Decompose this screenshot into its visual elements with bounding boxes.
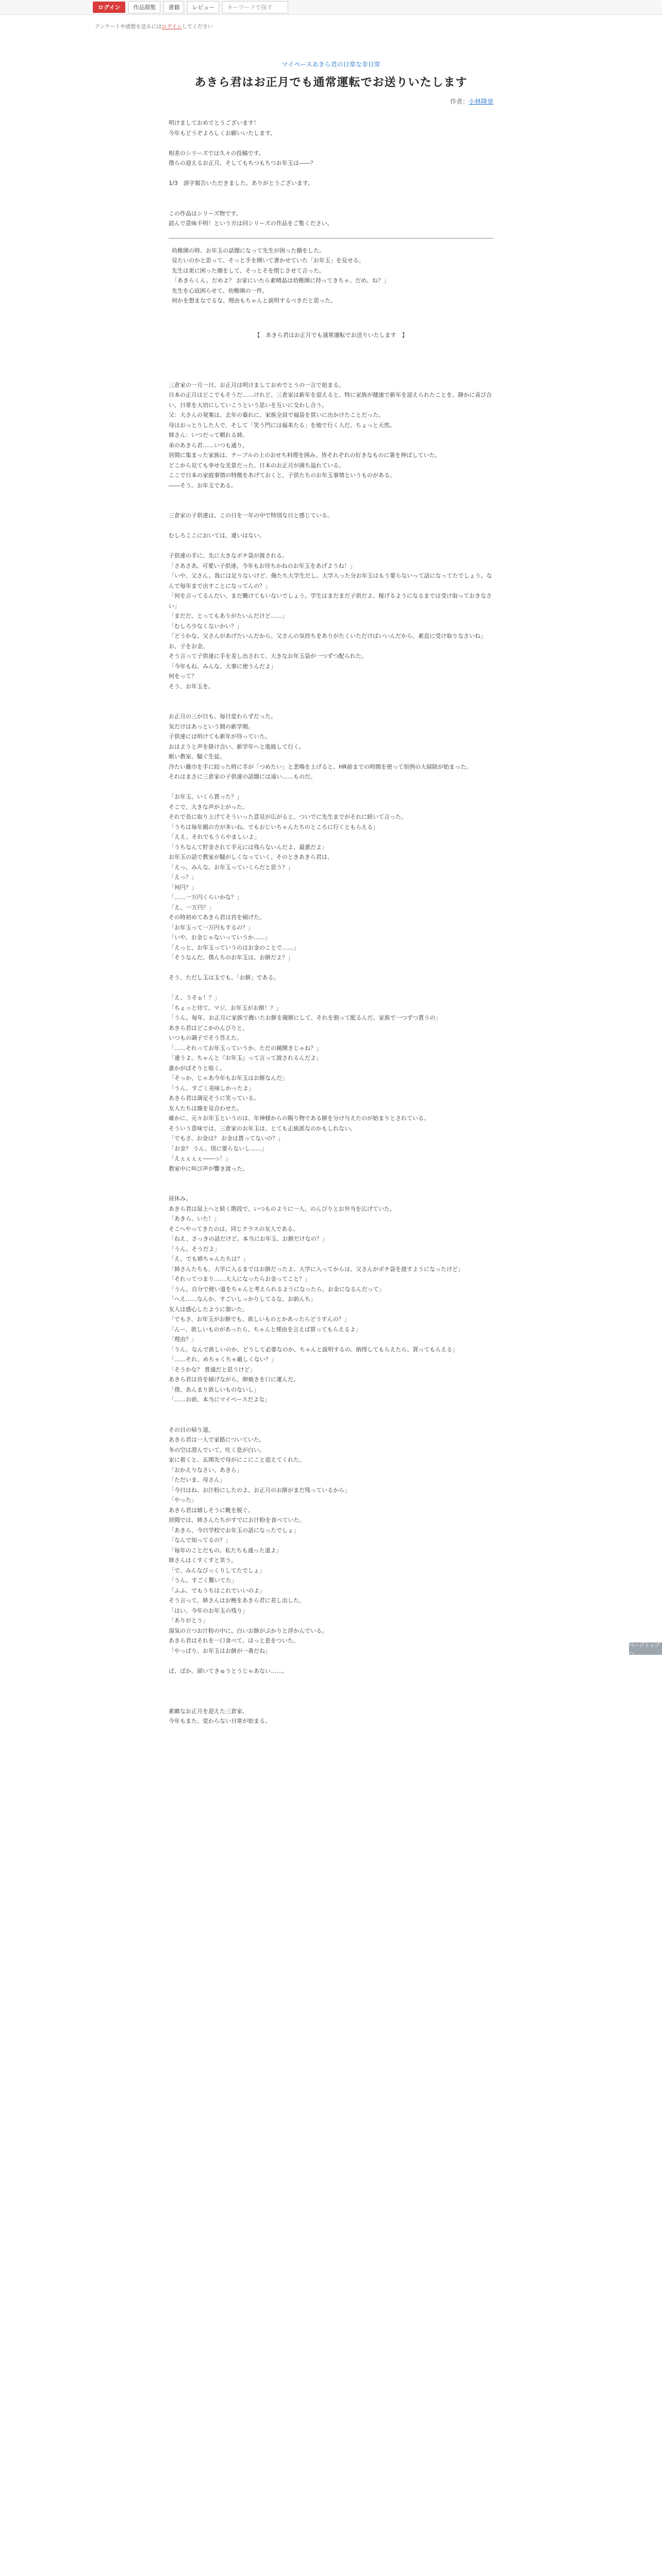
series-link[interactable]: マイペースあきら君の日常な非日常 [282,61,380,68]
novel-body: 三倉家の一月一日。お正月は明けましておめでとうの一言で始まる。 日本の正月はどこでもそうだ……けれど、三倉家は新年を迎えると、特に家族が健康で新年を迎えられたことを、静かに喜び合い、日常を大切にしていこうという思いを互いに交わし合う。 父：大さんの発案は、去年の暮れに、家族全員で福袋を買いに出かけたことだった。 母はおっとりした人で、そして「笑う門には福来たる」を地で行く人だ。ちょっと天然。 姉さん：いつだって頼れる姉。 弟のあきら君……いつも通り。 居間に集まった家族は、テーブルの上のおせち料理を囲み、皆それぞれの好きなものに箸を伸ばしていた。 どこから見ても幸せな光景だった。日本のお正月が満ち溢れている。 ここで日本の家庭事情の特徴をあげておくと、子供たちのお年玉事情というものがある。 ――そう。お年玉である。 三倉家の子供達は、この日を一年の中で特別な日と感じている。 むしろここにおいては、違いはない。 子供達の手に、先に大きなポチ袋が渡される。 「さあさあ、可愛い子供達。今年もお待ちかねのお年玉をあげようね！」 「いや、父さん。我には足りないけど、俺たち大学生だし。大学入った分お年玉はもう要らないって話になってたでしょう。なんで毎年まで出すことになってんの？」 「何を言ってるんだい。まだ働けてもいないでしょう。学生はまだまだ子供だよ、稼げるようになるまでは受け取っておきなさい」 「まだだ、とってもありがたいんだけど……」 「むしろ少なくないかい？」 「どうかな、父さんがあげたいんだから、父さんの気持ちをありがたくいただけばいいんだから、素直に受け取りなさいね」 お、子をお金。 そう言って子供達に手を差し出されて、大きなお年玉袋が一つずつ配られた。 「今年もね、みんな。大事に使うんだよ」 何をって？ そう、お年玉を。 お正月の三が日も、毎日変わらずだった。 気だけはあっという間の新学期。 子供達には明けても新年が待っていた。 おはようと声を掛け合い、新学年へと進級して行く。 眠い教室、騒ぐ生徒。 冷たい雑巾を手に絞った時に手が「つめたい」と悲鳴を上げると、HR前までの時間を使って恒例の大掃除が始まった。 それはまさに三倉家の子供達の話題には遠い……ものだ。 「お年玉、いくら貰った？」 そこで、大きな声が上がった。 それで長に取り上げてそういった意見が広がると、ついでに先生までがそれに続いて言った。 「うちは毎年親の方が多いね。でもおじいちゃんたちのところに行くともらえる」 「ええ、それでもうらやましいよ」 「うちなんて貯金されて手元には残らないんだよ、最悪だよ」 お年玉の話で教室が騒がしくなっていく。そのときあきら君は、 「えっ、みんな。お年玉っていくらだと思う？」 「えっ？」 「何円？」 「……一万円くらいかな？」 「え、一万円？」 その時初めてあきら君は首を傾げた。 「お年玉って一万円もするの？」 「いや、お金じゃないっていうか……」 「えっと、お年玉っていうのはお金のことで……」 「そうなんだ。僕んちのお年玉は、お餅だよ？」 そう、ただし玉は玉でも、「お餅」である。 「え、うそぉ！？」 「ちょっと待て。マジ、お年玉がお餅！？」 「うん。毎年、お正月に家族で搗いたお餅を鏡餅にして、それを割って配るんだ。家族で一つずつ貰うの」 あきら君はどこかのんびりと、 いつもの調子でそう答えた。 「……それってお年玉っていうか、ただの鏡開きじゃね？」 「違うよ。ちゃんと『お年玉』って言って渡されるんだよ」 誰かがぼそりと呟く。 「そっか、じゃあ今年もお年玉はお餅なんだ」 「うん。すごく美味しかったよ」 あきら君は満足そうに笑っている。 友人たちは顔を見合わせた。 確かに、元々お年玉というのは、年神様からの賜り物である餅を分け与えたのが始まりとされている。 そういう意味では、三倉家のお年玉は、とても正統派なのかもしれない。 「でもさ、お金は？ お金は貰ってないの？」 「お金？ うん、別に要らないし……」 「えぇぇぇぇ――っ！」 教室中に叫び声が響き渡った。 昼休み。 あきら君は屋上へと続く階段で、いつものように一人、のんびりとお弁当を広げていた。 「あきら、いた！」 そこへやってきたのは、同じクラスの友人である。 「ねえ、さっきの話だけど。本当にお年玉、お餅だけなの？」 「うん。そうだよ」 「え、でも姉ちゃんたちは？」 「姉さんたちも、大学に入るまではお餅だったよ。大学に入ってからは、父さんがポチ袋を渡すようになったけど」 「それってつまり……大人になったらお金ってこと？」 「うん。自分で使い道をちゃんと考えられるようになったら、お金になるんだって」 「へえ……なんか、すごいしっかりしてるな、お前んち」 友人は感心したように頷いた。 「でもさ、お年玉がお餅でも、欲しいものとかあったらどうすんの？」 「んー、欲しいものがあったら、ちゃんと理由を言えば買ってもらえるよ」 「理由？」 「うん。なんで欲しいのか、どうして必要なのか、ちゃんと説明するの。納得してもらえたら、買ってもらえる」 「……それ、めちゃくちゃ厳しくない？」 「そうかな？ 普通だと思うけど」 あきら君は首を傾げながら、卵焼きを口に運んだ。 「僕、あんまり欲しいものないし」 「……お前、本当にマイペースだよな」 その日の帰り道。 あきら君は一人で家路についていた。 冬の空は澄んでいて、吐く息が白い。 家に着くと、玄関先で母がにこにこと迎えてくれた。 「おかえりなさい、あきら」 「ただいま、母さん」 「今日はね、お汁粉にしたのよ。お正月のお餅がまだ残っているから」 「やった」 あきら君は嬉しそうに靴を脱ぐ。 居間では、姉さんたちがすでにお汁粉を食べていた。 「あきら、今日学校でお年玉の話になったでしょ」 「なんで知ってるの？」 「毎年のことだもの。私たちも通った道よ」 姉さんはくすくすと笑う。 「で、みんなびっくりしてたでしょ」 「うん。すごく驚いてた」 「ふふ、でもうちはこれでいいのよ」 そう言って、姉さんはお椀をあきら君に差し出した。 「はい、今年のお年玉の残り」 「ありがとう」 湯気の立つお汁粉の中に、白いお餅がぷかりと浮かんでいる。 あきら君はそれを一口食べて、ほっと息をついた。 「やっぱり、お年玉はお餅が一番だね」 ば、ばか。頭いてきゅうとうじゃあない……。 素敵なお正月を迎えた三倉家。 今年もまた、変わらない日常が始まる。 [169,381,492,1724]
notice-text-after: してください [181,24,213,30]
novel-title: あきら君はお正月でも通常運転でお送りいたします [194,76,468,89]
notice-login-link[interactable]: ログイン [161,24,182,30]
nav-works[interactable]: 作品閲覧 [128,1,160,13]
foreword-text: 明けましておめでとうございます！ 今年もどうぞよろしくお願いいたします。 相差のシリーズでは久々の投稿です。 僕らの迎えるお正月、そしてもちつもちつお年玉は――？ 1/3 誤字報告いただきました。ありがとうございます。 この作品はシリーズ物です。 読んで意味不明！という方は同シリーズの作品をご覧ください。 [169,120,333,227]
body-title: 【 あきら君はお正月でも通常運転でお送りいたします 】 [254,331,408,338]
notice-text-before: アンケートや感想を送るには [95,24,162,30]
author-line [169,97,493,106]
author-link[interactable]: 小林降章 [468,98,493,105]
nav-books[interactable]: 書籍 [163,1,184,13]
top-bar [0,0,662,15]
synopsis-text: 幼稚園の時、お年玉の話題になって先生が困った顔をした。 見たいのかと思って、そっと手を開いて書かせていた「お年玉」を見せる。 先生は更に困った顔をして、そっとそを閉じさせて言った。 「あきらくん。だめよ？ お家にいたら素晴晶は幼稚園に持ってきちゃ、だめ。ね？」 先生を心底困らせて、幼稚園の一件。 何かを想まなでるな、理由もちゃんと説明するべきだと思った。 [172,247,389,304]
search-input[interactable]: キーワードで探す [222,1,288,13]
page-top-button[interactable]: ページトップへ [629,1642,662,1655]
login-notice [0,15,662,30]
novel-article [169,30,493,1767]
author-prefix: 作者： [450,98,469,105]
divider [169,238,493,239]
nav-reviews[interactable]: レビュー [187,1,219,13]
login-button[interactable]: ログイン [93,2,125,13]
